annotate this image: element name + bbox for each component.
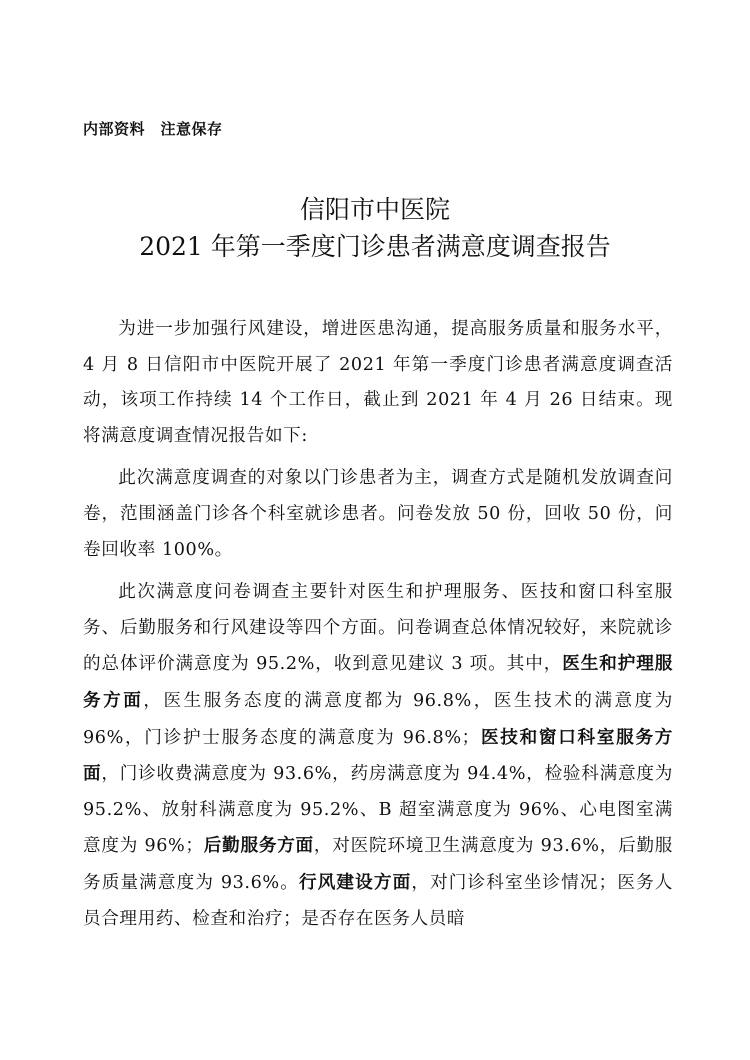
heading-doctor-nursing: 医生和护理服务方面: [83, 653, 673, 711]
heading-logistics: 后勤服务方面: [203, 835, 314, 857]
paragraph-results: [83, 575, 673, 937]
results-text-5: ，对门诊科室坐诊情况；医务人员合理用药、检查和治疗；是否存在医务人员暗: [83, 872, 673, 929]
report-title-line-2: 2021 年第一季度门诊患者满意度调查报告: [139, 232, 611, 261]
heading-conduct: 行风建设方面: [298, 871, 412, 893]
confidential-note: 内部资料 注意保存: [83, 120, 223, 138]
report-title-line-1: 信阳市中医院: [299, 195, 450, 224]
heading-medtech-window: 医技和窗口科室服务方面: [83, 726, 673, 785]
results-text-2: ，医生服务态度的满意度都为 96.8%，医生技术的满意度为 96%，门诊护士服务态度的满意度为 96.8%；: [83, 690, 673, 748]
report-body: [83, 312, 673, 944]
results-text-3: ，门诊收费满意度为 93.6%，药房满意度为 94.4%，检验科满意度为 95.2%、放射科满意度为 95.2%、B 超室满意度为 96%、心电图室满意度为 96%；: [83, 764, 673, 857]
results-text-4: ，对医院环境卫生满意度为 93.6%，后勤服务质量满意度为 93.6%。: [83, 836, 674, 893]
paragraph-survey-scope: 此次满意度调查的对象以门诊患者为主，调查方式是随机发放调查问卷，范围涵盖门诊各个科室就诊患者。问卷发放 50 份，回收 50 份，问卷回收率 100%。: [83, 468, 673, 560]
paragraph-intro: 为进一步加强行风建设，增进医患沟通，提高服务质量和服务水平，4 月 8 日信阳市中医院开展了 2021 年第一季度门诊患者满意度调查活动，该项工作持续 14 个工作日，截止到 2021 年 4 月 26 日结束。现将满意度调查情况报告如下:: [83, 319, 673, 446]
results-text-1: 此次满意度问卷调查主要针对医生和护理服务、医技和窗口科室服务、后勤服务和行风建设等四个方面。问卷调查总体情况较好，来院就诊的总体评价满意度为 95.2%，收到意见建议 3 项。其中，: [83, 582, 673, 675]
